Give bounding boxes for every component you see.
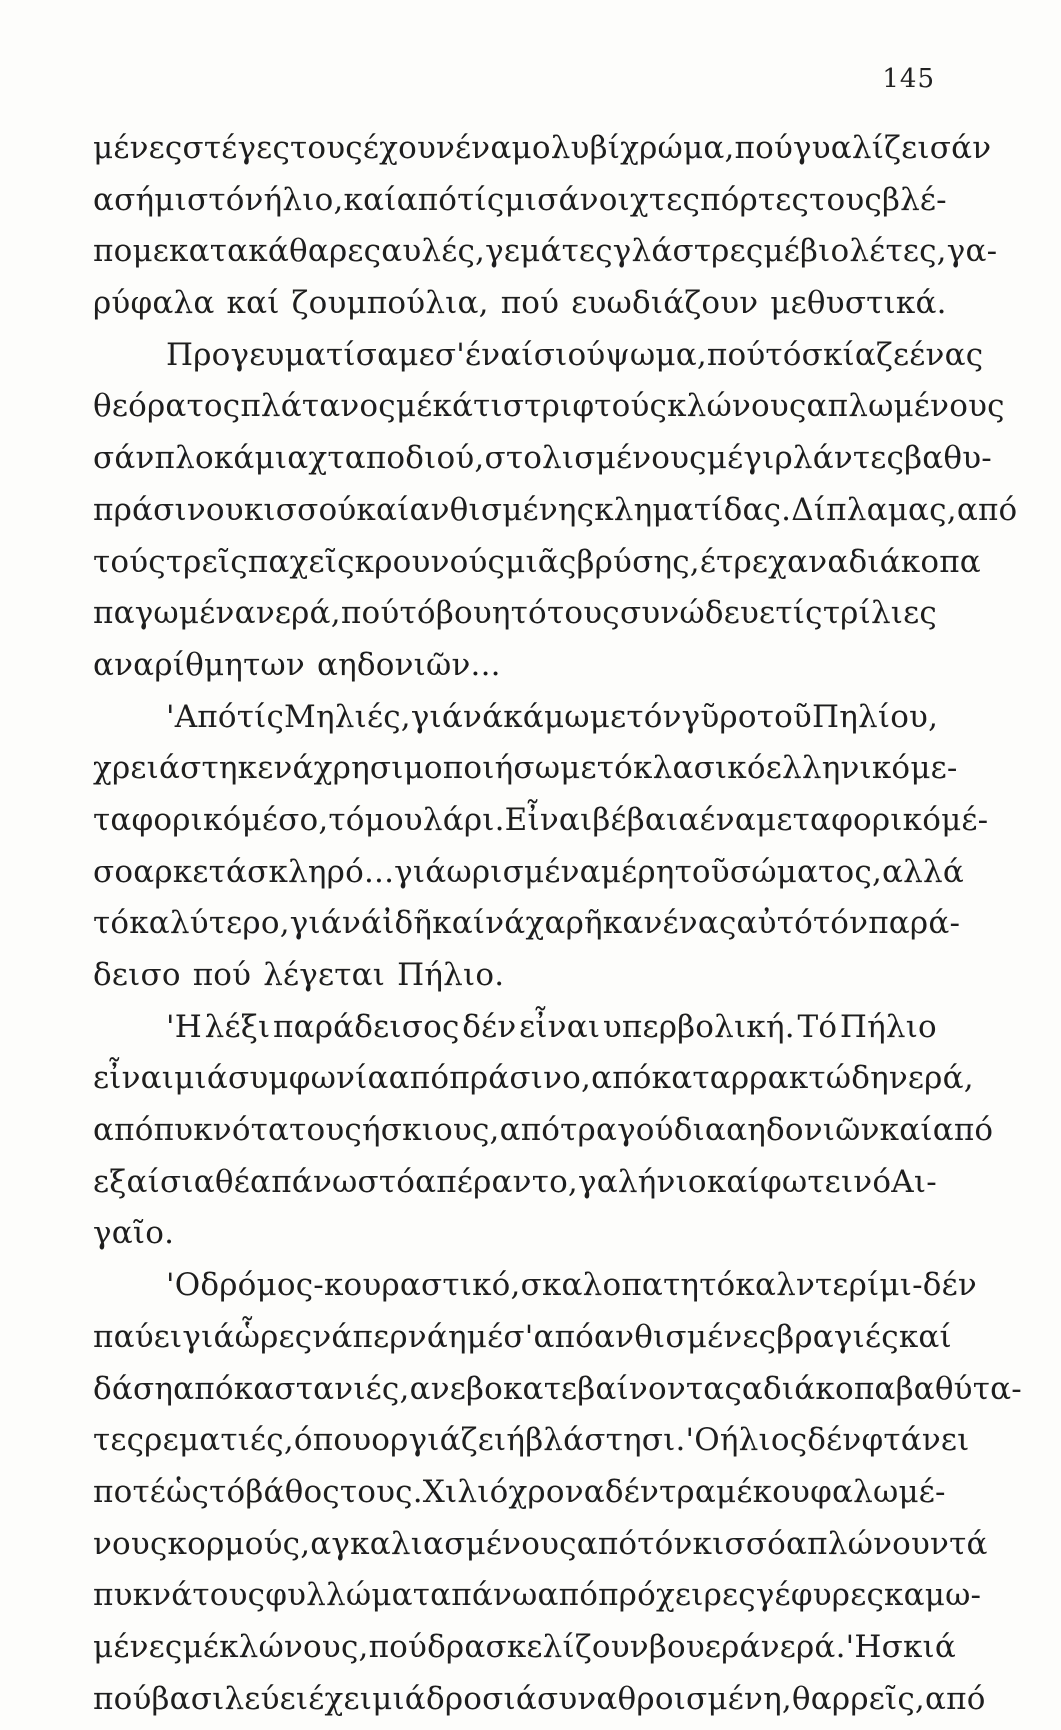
word: μιᾶς xyxy=(505,543,577,580)
word: μολυβί xyxy=(511,130,621,166)
word: πράσινου xyxy=(93,491,244,528)
text-line xyxy=(93,903,961,955)
word: κισσού xyxy=(243,491,357,528)
word: δρόμος xyxy=(200,1267,314,1304)
word: πάνω xyxy=(271,1163,358,1200)
word: αυλές, xyxy=(381,233,486,270)
word: από xyxy=(956,491,1018,528)
word: τους xyxy=(809,181,882,218)
word: περνάη xyxy=(352,1318,467,1355)
word: στριφτούς xyxy=(502,388,668,425)
word: καλντερίμι xyxy=(735,1267,913,1304)
word: από xyxy=(537,1577,599,1614)
word: από xyxy=(396,181,458,218)
word: πρόχειρες xyxy=(598,1577,756,1614)
word: πού xyxy=(706,336,766,373)
word: Πήλιο. xyxy=(397,957,505,993)
text-line xyxy=(93,231,998,283)
word: νά xyxy=(485,905,526,942)
word: γῦρο xyxy=(681,698,757,735)
word: δάση xyxy=(93,1370,174,1407)
word: φυλλώματα xyxy=(265,1577,452,1614)
text-line xyxy=(93,1679,986,1730)
word: γέφυρες xyxy=(755,1577,885,1614)
word: αὐτό xyxy=(736,905,813,942)
word: τρίλιες xyxy=(822,595,937,632)
word: βέβαια xyxy=(592,801,700,838)
word: τό xyxy=(596,750,634,787)
word: υπερβολική. xyxy=(602,1008,795,1045)
word: κανένας xyxy=(602,905,737,942)
word: από xyxy=(499,1112,561,1149)
word: με- xyxy=(910,750,958,787)
text-line xyxy=(93,1213,937,1265)
word: απέραντο, xyxy=(415,1163,578,1200)
word: ένα xyxy=(464,336,522,373)
word: εἶναι xyxy=(519,1008,601,1045)
word: δέν xyxy=(922,1267,977,1304)
word: ανεβοκατεβαίνοντας xyxy=(409,1370,742,1407)
word: πλάτανος xyxy=(240,388,396,425)
word: παχεῖς xyxy=(247,543,355,580)
word: μέ xyxy=(706,440,744,477)
word: κλώνους, xyxy=(219,1628,369,1665)
word: τοῦ xyxy=(674,853,730,890)
word: τες xyxy=(93,1422,145,1459)
word: όπου xyxy=(293,1422,372,1459)
text-line xyxy=(93,542,981,594)
word: μεταφορικό xyxy=(755,801,942,838)
word: καταρρακτώδη xyxy=(651,1060,889,1097)
word: από xyxy=(388,1060,450,1097)
word: 'Ο xyxy=(166,1267,201,1304)
text-line xyxy=(93,128,992,180)
word: μισάνοιχτες xyxy=(504,181,701,218)
word: φτάνει xyxy=(861,1422,970,1459)
text-line xyxy=(93,852,964,904)
word: σκαλοπατητό xyxy=(520,1267,736,1304)
word: πού xyxy=(500,285,560,322)
word: καί xyxy=(879,1112,933,1149)
word: μέ xyxy=(395,388,433,425)
word: βάθος xyxy=(245,1473,340,1510)
word: κισσό xyxy=(692,1525,787,1562)
word: νά xyxy=(273,750,314,787)
text-line xyxy=(93,1007,937,1059)
word: γεμάτες xyxy=(485,233,613,270)
word: Τό xyxy=(797,1008,838,1045)
word: βασιλεύει xyxy=(151,1680,309,1717)
word: αρκετά xyxy=(133,853,248,890)
text-line xyxy=(93,1369,1022,1421)
word: Πηλίου, xyxy=(811,698,939,735)
word: πάνω xyxy=(451,1577,538,1614)
word: αδιάκοπα xyxy=(741,1370,896,1407)
word: από xyxy=(533,1318,595,1355)
word: κάμωμε xyxy=(503,698,627,735)
word: γιά xyxy=(182,1318,235,1355)
text-line xyxy=(93,1420,970,1472)
word: από xyxy=(93,1112,154,1149)
word: σ' xyxy=(434,336,465,373)
word: στό xyxy=(357,1163,416,1200)
word: μεθυστικά. xyxy=(770,285,947,322)
word: τά xyxy=(949,1525,988,1562)
word: γα- xyxy=(946,233,998,270)
word: θέα xyxy=(214,1163,272,1200)
word: νους xyxy=(93,1525,168,1562)
word: βουητό xyxy=(435,595,547,632)
word: πού xyxy=(192,957,252,993)
word: τους xyxy=(192,1577,266,1614)
word: ελληνικό xyxy=(765,750,911,787)
word: γιρλάντες xyxy=(743,440,905,477)
word: βαθύτα- xyxy=(895,1370,1022,1407)
word: Χιλιόχρονα xyxy=(422,1473,605,1510)
word: θαρρεῖς, xyxy=(791,1680,925,1717)
word: μέσ' xyxy=(466,1318,534,1355)
word: πλοκάμια xyxy=(154,440,309,477)
word: ένα xyxy=(455,130,512,166)
word: χρώμα, xyxy=(620,130,735,166)
word: κλώνους xyxy=(667,388,807,425)
text-line xyxy=(93,490,1018,542)
word: σκληρό... xyxy=(247,853,395,890)
word: από xyxy=(591,1060,652,1097)
word: πού xyxy=(93,1680,152,1717)
word: μένες xyxy=(93,130,183,166)
word: αδιάκοπα xyxy=(827,543,981,580)
word: - xyxy=(912,1267,923,1304)
word: γλάστρες xyxy=(612,233,764,270)
word: κορμούς, xyxy=(167,1525,311,1562)
word: κουφαλωμέ- xyxy=(752,1473,946,1510)
word: καμω- xyxy=(884,1577,982,1614)
text-line xyxy=(93,1575,982,1627)
word: συνώδευε xyxy=(619,595,776,632)
text-line xyxy=(93,1058,974,1110)
word: - xyxy=(313,1267,324,1304)
text-line xyxy=(93,1162,937,1214)
word: ήλιος xyxy=(719,1422,808,1459)
word: από xyxy=(924,1680,986,1717)
text-line xyxy=(93,438,992,490)
word: Μηλιές, xyxy=(284,698,411,735)
text-line xyxy=(93,283,947,335)
word: νά xyxy=(463,698,504,735)
word: μουλάρι. xyxy=(364,801,505,838)
word: μέρη xyxy=(600,853,675,890)
word: χρειάστηκε xyxy=(93,750,274,787)
word: μέσο, xyxy=(241,801,329,838)
word: ποτέ xyxy=(93,1473,167,1510)
word: θεόρατος xyxy=(93,388,241,425)
word: καί xyxy=(343,181,397,218)
word: σκιά xyxy=(881,1628,957,1665)
word: παύει xyxy=(93,1318,183,1355)
word: τρεῖς xyxy=(165,543,248,580)
word: κληματίδας. xyxy=(594,491,792,528)
word: βιολέτες, xyxy=(800,233,947,270)
word: απλωμένους xyxy=(806,388,1005,425)
word: κατακάθαρες xyxy=(169,233,382,270)
word: πυκνά xyxy=(93,1577,193,1614)
word: τοῦ xyxy=(756,698,812,735)
word: τό xyxy=(328,801,365,838)
word: φωτεινό xyxy=(759,1163,892,1200)
word: Δίπλα xyxy=(791,491,888,528)
word: σάν xyxy=(929,130,992,166)
word: ανθισμένης xyxy=(409,491,595,528)
word: εἶναι xyxy=(93,1060,175,1097)
word: ὧρες xyxy=(234,1318,313,1355)
word: γιά xyxy=(394,853,447,890)
text-line xyxy=(93,386,1005,438)
word: καί xyxy=(226,285,280,322)
text-line xyxy=(93,955,937,1007)
word: μένες xyxy=(93,1628,183,1665)
word: καί xyxy=(706,1163,760,1200)
word: λέγεται xyxy=(263,957,386,993)
word: απλώνουν xyxy=(786,1525,950,1562)
word: μέ xyxy=(763,233,801,270)
word: νερά, xyxy=(888,1060,974,1097)
word: δροσιά xyxy=(425,1680,537,1717)
word: στολισμένους xyxy=(484,440,707,477)
word: κλασικό xyxy=(633,750,766,787)
word: γιά xyxy=(289,905,342,942)
text-line xyxy=(93,1472,946,1524)
word: γαλήνιο xyxy=(578,1163,707,1200)
word: σάν xyxy=(93,440,155,477)
word: ένας xyxy=(909,336,984,373)
word: Προγευματίσαμε xyxy=(166,336,435,373)
word: ασήμι xyxy=(93,181,187,218)
word: αγκαλιασμένους xyxy=(310,1525,577,1562)
word: ανθισμένες xyxy=(594,1318,777,1355)
word: συναθροισμένη, xyxy=(536,1680,792,1717)
word: Εἶναι xyxy=(504,801,593,838)
word: παρά- xyxy=(868,905,961,942)
word: από xyxy=(173,1370,234,1407)
word: γυαλίζει xyxy=(793,130,930,166)
word: χρησιμοποιήσωμε xyxy=(313,750,597,787)
word: βαθυ- xyxy=(904,440,992,477)
word: 'Η xyxy=(166,1008,202,1045)
word: ήλιο, xyxy=(263,181,344,218)
word: τίς xyxy=(775,595,823,632)
word: ὡς xyxy=(166,1473,210,1510)
word: συμφωνία xyxy=(228,1060,389,1097)
word: τόν xyxy=(812,905,869,942)
word: σώματος, xyxy=(729,853,882,890)
word: καί xyxy=(356,491,410,528)
text-line xyxy=(93,335,984,387)
word: αλλά xyxy=(882,853,964,890)
word: κάτι xyxy=(432,388,503,425)
word: βλάστησι. xyxy=(525,1422,686,1459)
word: σο xyxy=(93,853,134,890)
page-number: 145 xyxy=(882,64,935,94)
text-line xyxy=(93,748,958,800)
word: τίς xyxy=(236,698,285,735)
word: ρεματιές, xyxy=(144,1422,294,1459)
word: κουραστικό, xyxy=(323,1267,521,1304)
text-line xyxy=(93,180,947,232)
word: βραγιές xyxy=(776,1318,899,1355)
word: μιά xyxy=(174,1060,228,1097)
word: νερά, xyxy=(255,595,341,632)
word: στόν xyxy=(186,181,264,218)
text-line xyxy=(93,645,937,697)
word: στέγες xyxy=(182,130,291,166)
word: έχουν xyxy=(362,130,456,166)
word: ένα xyxy=(699,801,756,838)
word: χταποδιού, xyxy=(308,440,485,477)
word: τό xyxy=(93,905,130,942)
word: ύψωμα, xyxy=(586,336,707,373)
word: γιά xyxy=(410,698,464,735)
word: μέ- xyxy=(941,801,989,838)
word: δρασκελίζουν xyxy=(427,1628,649,1665)
word: πυκνότατους xyxy=(153,1112,362,1149)
word: νά xyxy=(312,1318,353,1355)
word: έχει xyxy=(308,1680,373,1717)
word: δέν xyxy=(462,1008,517,1045)
word: μας, xyxy=(887,491,957,528)
word: πού xyxy=(340,595,400,632)
text-line xyxy=(93,1627,957,1679)
word: 'Ο xyxy=(685,1422,720,1459)
text-line xyxy=(93,800,989,852)
word: έτρεχαν xyxy=(699,543,828,580)
word: τόν xyxy=(637,1525,693,1562)
word: ωρισμένα xyxy=(446,853,601,890)
word: δέντρα xyxy=(604,1473,716,1510)
word: ρύφαλα xyxy=(93,285,215,322)
body-text xyxy=(93,128,1022,1730)
word: οργιάζει xyxy=(371,1422,507,1459)
word: τόν xyxy=(626,698,682,735)
word: ἰδῆ xyxy=(382,905,433,942)
text-line xyxy=(93,697,937,749)
word: τίς xyxy=(457,181,505,218)
word: Αι- xyxy=(891,1163,937,1200)
word: Πήλιο xyxy=(839,1008,937,1045)
word: παράδεισος xyxy=(273,1008,460,1045)
word: λέξι xyxy=(204,1008,271,1045)
word: πράσινο, xyxy=(449,1060,592,1097)
word: δεισο xyxy=(93,957,181,993)
word: τους xyxy=(290,130,363,166)
word: μέ xyxy=(182,1628,220,1665)
word: τούς xyxy=(93,543,166,580)
text-line xyxy=(93,1524,988,1576)
word: πού xyxy=(368,1628,428,1665)
word: καλύτερο, xyxy=(129,905,290,942)
word: καστανιές, xyxy=(233,1370,410,1407)
word: τραγούδια xyxy=(560,1112,727,1149)
word: δέν xyxy=(807,1422,862,1459)
word: μιά xyxy=(372,1680,426,1717)
word: πού xyxy=(734,130,794,166)
word: ήσκιους, xyxy=(362,1112,500,1149)
text-line xyxy=(93,1265,977,1317)
word: γαῖο. xyxy=(93,1215,175,1252)
word: από xyxy=(576,1525,638,1562)
word: βρύσης, xyxy=(576,543,700,580)
word: ίσιο xyxy=(521,336,587,373)
word: χαρῆ xyxy=(525,905,603,942)
word: ευωδιάζουν xyxy=(571,285,759,322)
text-line xyxy=(93,1110,994,1162)
word: ζουμπούλια, xyxy=(291,285,489,322)
word: παγωμένα xyxy=(93,595,256,632)
word: τό xyxy=(209,1473,246,1510)
word: βουερά xyxy=(648,1628,761,1665)
word: νερά. xyxy=(760,1628,846,1665)
word: αναρίθμητων xyxy=(93,646,305,683)
word: πομε xyxy=(93,233,170,270)
word: 'Η xyxy=(845,1628,882,1665)
word: ή xyxy=(506,1422,526,1459)
word: σκίαζε xyxy=(801,336,910,373)
word: καί xyxy=(898,1318,952,1355)
word: βλέ- xyxy=(881,181,947,218)
word: εξαίσια xyxy=(93,1163,215,1200)
word: από xyxy=(932,1112,994,1149)
word: αηδονιῶν... xyxy=(316,646,501,683)
word: μέ xyxy=(715,1473,753,1510)
word: νά xyxy=(342,905,383,942)
word: κρουνούς xyxy=(354,543,506,580)
word: τό xyxy=(399,595,436,632)
word: τους xyxy=(546,595,620,632)
word: τους. xyxy=(339,1473,423,1510)
word: αηδονιῶν xyxy=(726,1112,880,1149)
word: τό xyxy=(765,336,802,373)
word: καί xyxy=(432,905,486,942)
text-line xyxy=(93,1317,952,1369)
word: πόρτες xyxy=(700,181,810,218)
word: 'Από xyxy=(166,698,237,735)
word: ταφορικό xyxy=(93,801,242,838)
text-line xyxy=(93,593,937,645)
